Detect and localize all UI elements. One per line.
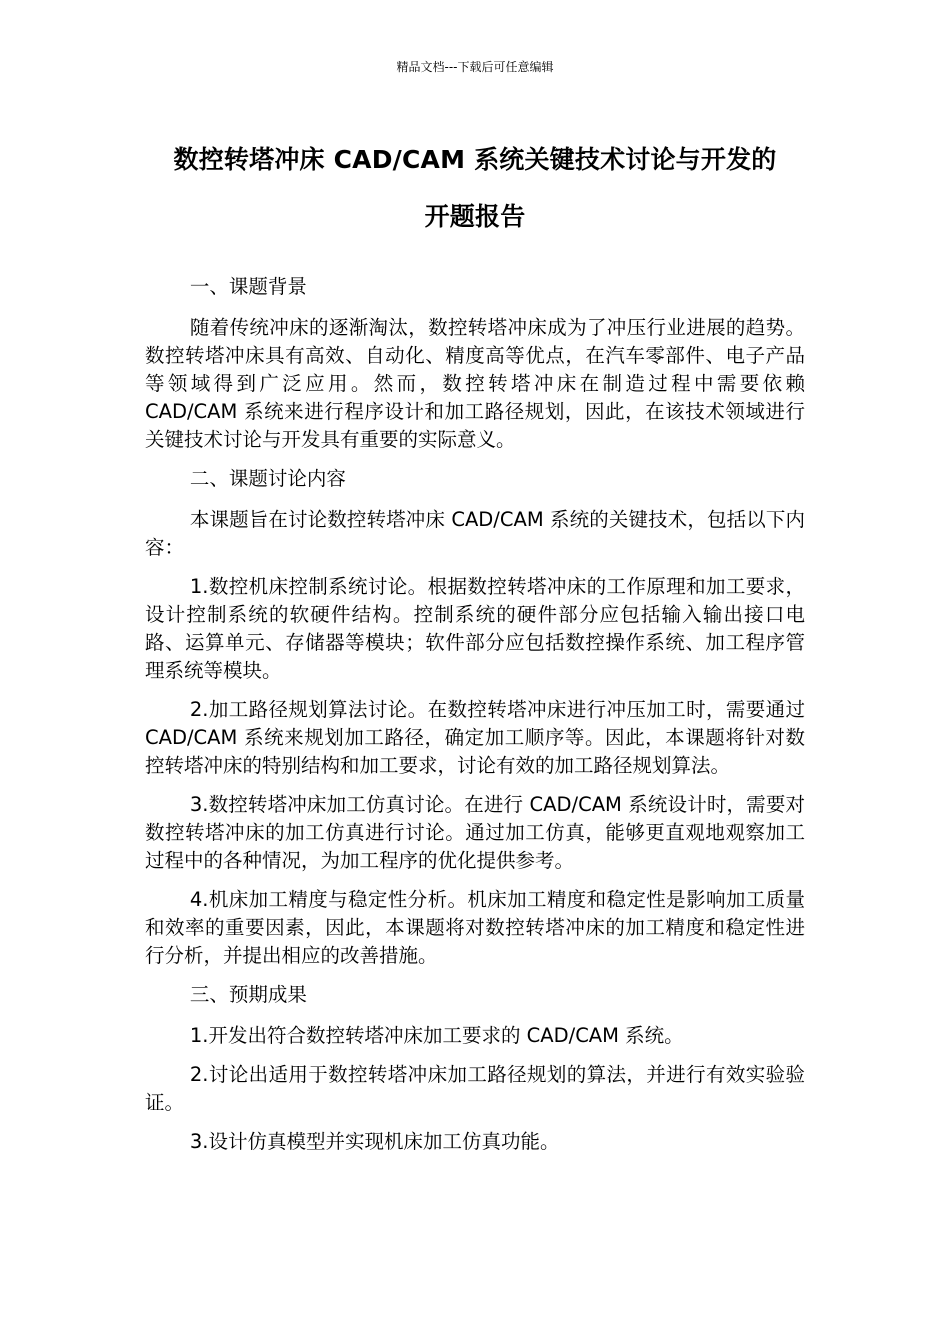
section-heading-research-content: 二、课题讨论内容 [189, 467, 346, 490]
document-body [145, 273, 805, 1167]
paragraph-result-1: 1.开发出符合数控转塔冲床加工要求的 CAD/CAM 系统。 [189, 1024, 684, 1047]
paragraph-item-2: 2.加工路径规划算法讨论。在数控转塔冲床进行冲压加工时，需要通过 CAD/CAM 系统来规划加工路径，确定加工顺序等。因此，本课题将针对数控转塔冲床的特别结构和加工要求，讨论有效的加工路径规划算法。 [145, 698, 805, 777]
paragraph-background: 随着传统冲床的逐渐淘汰，数控转塔冲床成为了冲压行业进展的趋势。数控转塔冲床具有高效、自动化、精度高等优点，在汽车零部件、电子产品等领域得到广泛应用。然而，数控转塔冲床在制造过程中需要依赖 CAD/CAM 系统来进行程序设计和加工路径规划，因此，在该技术领域进行关键技术讨论与开发具有重要的实际意义。 [145, 316, 805, 451]
page-header: 精品文档---下载后可任意编辑 [396, 60, 554, 74]
paragraph-item-3: 3.数控转塔冲床加工仿真讨论。在进行 CAD/CAM 系统设计时，需要对数控转塔冲床的加工仿真进行讨论。通过加工仿真，能够更直观地观察加工过程中的各种情况，为加工程序的优化提供参考。 [145, 793, 805, 872]
document-title-line-2: 开题报告 [424, 202, 526, 231]
paragraph-item-4: 4.机床加工精度与稳定性分析。机床加工精度和稳定性是影响加工质量和效率的重要因素，因此，本课题将对数控转塔冲床的加工精度和稳定性进行分析，并提出相应的改善措施。 [145, 888, 805, 967]
paragraph-research-intro: 本课题旨在讨论数控转塔冲床 CAD/CAM 系统的关键技术，包括以下内容： [145, 508, 805, 559]
paragraph-result-2: 2.讨论出适用于数控转塔冲床加工路径规划的算法，并进行有效实验验证。 [145, 1063, 805, 1114]
section-heading-expected-results: 三、预期成果 [189, 983, 307, 1006]
document-title-line-1: 数控转塔冲床 CAD/CAM 系统关键技术讨论与开发的 [173, 145, 777, 174]
paragraph-result-3: 3.设计仿真模型并实现机床加工仿真功能。 [189, 1130, 560, 1153]
section-heading-background: 一、课题背景 [189, 275, 307, 298]
paragraph-item-1: 1.数控机床控制系统讨论。根据数控转塔冲床的工作原理和加工要求，设计控制系统的软硬件结构。控制系统的硬件部分应包括输入输出接口电路、运算单元、存储器等模块；软件部分应包括数控操作系统、加工程序管理系统等模块。 [145, 575, 805, 682]
